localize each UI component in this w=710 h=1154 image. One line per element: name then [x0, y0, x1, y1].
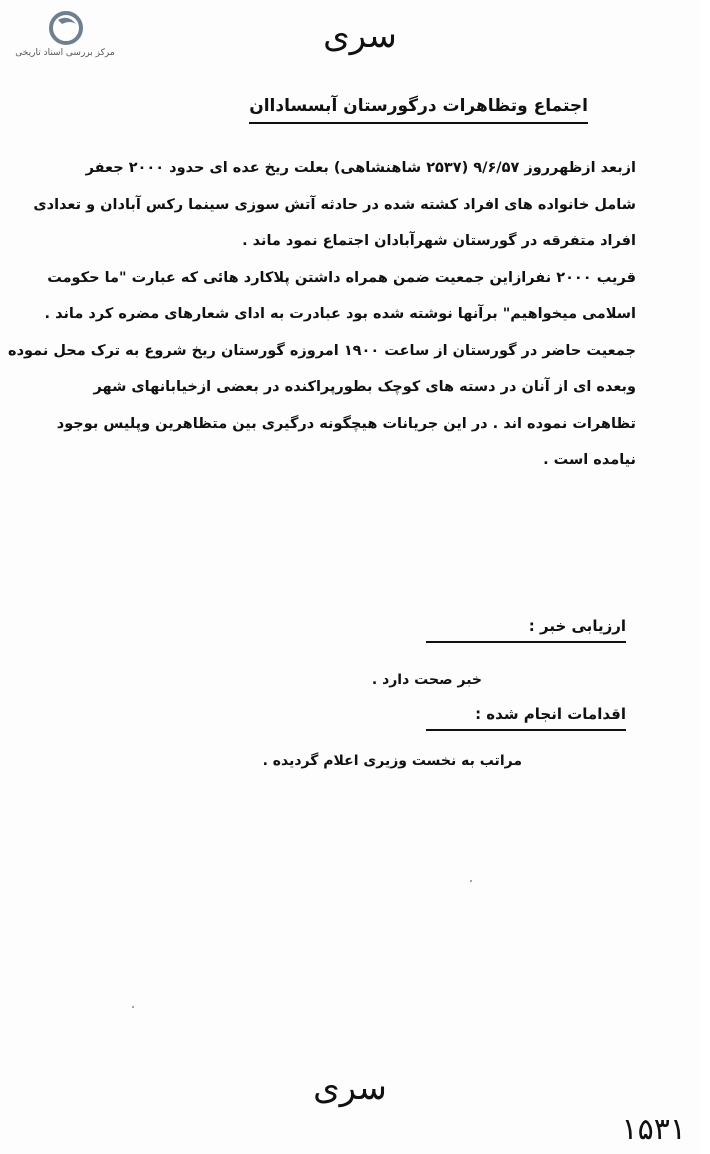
- body-line: نیامده است .: [543, 452, 636, 468]
- body-line: شامل خانواده های افراد کشته شده در حادثه آتش سوزی سینما رکس آبادان و تعدادی: [33, 196, 636, 213]
- body-line: وبعده ای از آنان در دسته های کوچک بطورپراکنده در بعضی ازخیابانهای شهر: [93, 379, 636, 395]
- actions-text: مراتب به نخست وزیری اعلام گردیده .: [262, 753, 522, 769]
- body-line: ازبعد ازظهرروز ۹/۶/۵۷ (۲۵۳۷ شاهنشاهی) بعلت ریخ عده ای حدود ۲۰۰۰ جعفر: [85, 160, 636, 176]
- body-line: قریب ۲۰۰۰ نفرازاین جمعیت ضمن همراه داشتن پلاکارد هائی که عبارت "ما حکومت: [47, 269, 636, 286]
- body-line: جمعیت حاضر در گورستان از ساعت ۱۹۰۰ امروزه گورستان ریخ شروع به ترک محل نموده: [8, 342, 636, 359]
- classification-top: سری: [323, 16, 397, 56]
- body-line: اسلامی میخواهیم" برآنها نوشته شده بود عبادرت به ادای شعارهای مضره کرد ماند .: [44, 306, 636, 322]
- scan-speck: [470, 880, 472, 882]
- evaluation-text: خبر صحت دارد .: [371, 672, 482, 688]
- document-body: [8, 150, 636, 479]
- actions-label: اقدامات انجام شده :: [426, 705, 626, 731]
- evaluation-label: ارزیابی خبر :: [426, 617, 626, 643]
- classification-bottom: سری: [313, 1068, 387, 1108]
- body-line: تظاهرات نموده اند . در این جریانات هیچگونه درگیری بین متظاهرین وپلیس بوجود: [56, 415, 636, 432]
- body-line: افراد متفرقه در گورستان شهرآبادان اجتماع نمود ماند .: [242, 233, 636, 249]
- page-number: ۱۵۳۱: [621, 1112, 686, 1147]
- document-title: اجتماع وتظاهرات درگورستان آبسساداان: [249, 96, 588, 124]
- archive-logo-caption: مرکز بررسی اسناد تاریخی: [15, 48, 115, 58]
- scan-speck: [132, 1006, 134, 1008]
